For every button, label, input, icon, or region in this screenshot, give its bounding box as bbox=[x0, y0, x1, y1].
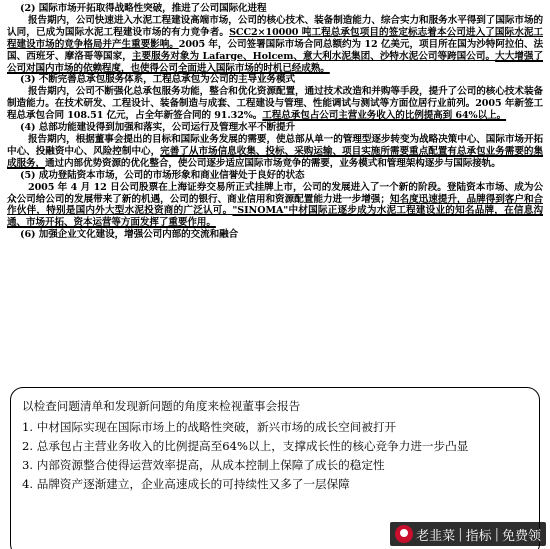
highlighted-segment: 大大增强了公司对国内市场的依赖程度，也使得公司全面进入国际市场的时机已经成熟。 bbox=[7, 50, 544, 74]
text-segment: 报告期内，公司不断强化总承包服务功能，整合和优化资源配置，通过技术改造和并购等手段，提升了公司的核心技术装备制造能力。在技术研发、工程设计、装备制造与成套、工程建设与管理、性能调试与测试等方面位居行业前列。2005 年新签工程总承包合同 108.51 亿元，占全年新签合同的 91.32%。 bbox=[7, 86, 543, 122]
section-heading-3: (3) 不断完善总承包服务体系，工程总承包为公司的主导业务模式 bbox=[20, 74, 296, 86]
watermark-text-2: 免费领 bbox=[501, 528, 541, 544]
text-segment: 2005 年，公司签署国际市场合同总额约为 12 亿美元，项目所在国为沙特阿拉伯、法国、西班牙、摩洛哥等国家， bbox=[7, 38, 544, 62]
summary-item-1: 1. 中材国际实现在国际市场上的战略性突破，新兴市场的成长空间被打开 bbox=[22, 420, 397, 434]
text-segment: 报告期内，公司快速进入水泥工程建设高端市场，公司的核心技术、装备制造能力、综合实力和服务水平得到了国际市场的认同，已成为国际水泥工程建设市场的有力竞争者。 bbox=[7, 14, 543, 38]
watermark-text-1: 指标 bbox=[465, 528, 492, 544]
watermark-separator: | bbox=[458, 526, 463, 542]
watermark-separator: | bbox=[494, 526, 499, 542]
section-body-3 bbox=[7, 86, 543, 122]
summary-item-3: 3. 内部资源整合使得运营效率提高，从成本控制上保障了成长的稳定性 bbox=[22, 458, 385, 472]
highlighted-segment: "SINOMA"中材国际正逐步成为水泥工程建设业的知名品牌，在信息沟通、市场开拓、资本运营等方面发挥了重要作用。 bbox=[7, 205, 544, 229]
section-body-4 bbox=[7, 134, 543, 170]
watermark-banner bbox=[390, 522, 546, 546]
underlined-segment: SCC2×10000 吨工程总承包项目的签定标志着本公司进入了国际水泥工程建设市场的竞争格局并产生重要影响。 bbox=[7, 26, 543, 50]
summary-title: 以检查问题清单和发现新问题的角度来检视董事会报告 bbox=[22, 399, 301, 413]
brand-logo-icon bbox=[395, 525, 413, 543]
section-body-2 bbox=[7, 15, 543, 75]
highlighted-segment: 工程总承包占公司主营业务收入的比例提高到 64%以上。 bbox=[262, 110, 507, 122]
section-heading-2: (2) 国际市场开拓取得战略性突破，推进了公司国际化进程 bbox=[20, 3, 267, 14]
summary-item-4: 4. 品牌资产逐渐建立，企业高速成长的可持续性又多了一层保障 bbox=[22, 477, 350, 491]
underlined-segment: 主要服务对象为 Lafarge、Holcem、意大利水泥集团、沙特水泥公司等跨国公司。 bbox=[131, 50, 496, 62]
text-segment: 报告期内，根据董事会提出的目标和国际业务发展的需要，使总部从单一的管理型逐步转变为战略决策中心、国际市场开拓中心、投融资中心、风险控制中心， bbox=[7, 133, 543, 157]
text-segment: 2005 年 4 月 12 日公司股票在上海证券交易所正式挂牌上市，公司的发展进入了一个新的阶段。登陆资本市场、成为公众公司给公司的发展带来了新的机遇，公司的银行、商业信用和资源配置能力进一步增强； bbox=[7, 181, 543, 205]
section-heading-4: (4) 总部功能建设得到加强和落实，公司运行及管理水平不断提升 bbox=[20, 122, 296, 134]
highlighted-segment: 完善了从市场信息收集、投标、采购运输、项目实施所需要重点配置有总承包业务需要的集成服务， bbox=[7, 145, 544, 169]
text-segment: 通过内部优势资源的优化整合，使公司逐步适应国际市场竞争的需要，业务模式和管理架构逐步与国际接轨。 bbox=[44, 157, 501, 169]
summary-item-2: 2. 总承包占主营业务收入的比例提高至64%以上，支撑成长性的核心竞争力进一步凸显 bbox=[22, 439, 469, 453]
section-heading-5: (5) 成功登陆资本市场，公司的市场形象和商业信誉处于良好的状态 bbox=[20, 169, 305, 181]
section-heading-6: (6) 加强企业文化建设，增强公司内部的交流和融合 bbox=[20, 229, 239, 241]
section-body-5 bbox=[7, 182, 543, 230]
watermark-brand: 老韭菜 bbox=[416, 528, 456, 544]
underlined-segment: 知名度迅速提升，品牌得到客户和合作伙伴，特别是国内外大型水泥投资商的广泛认可。 bbox=[7, 193, 544, 217]
